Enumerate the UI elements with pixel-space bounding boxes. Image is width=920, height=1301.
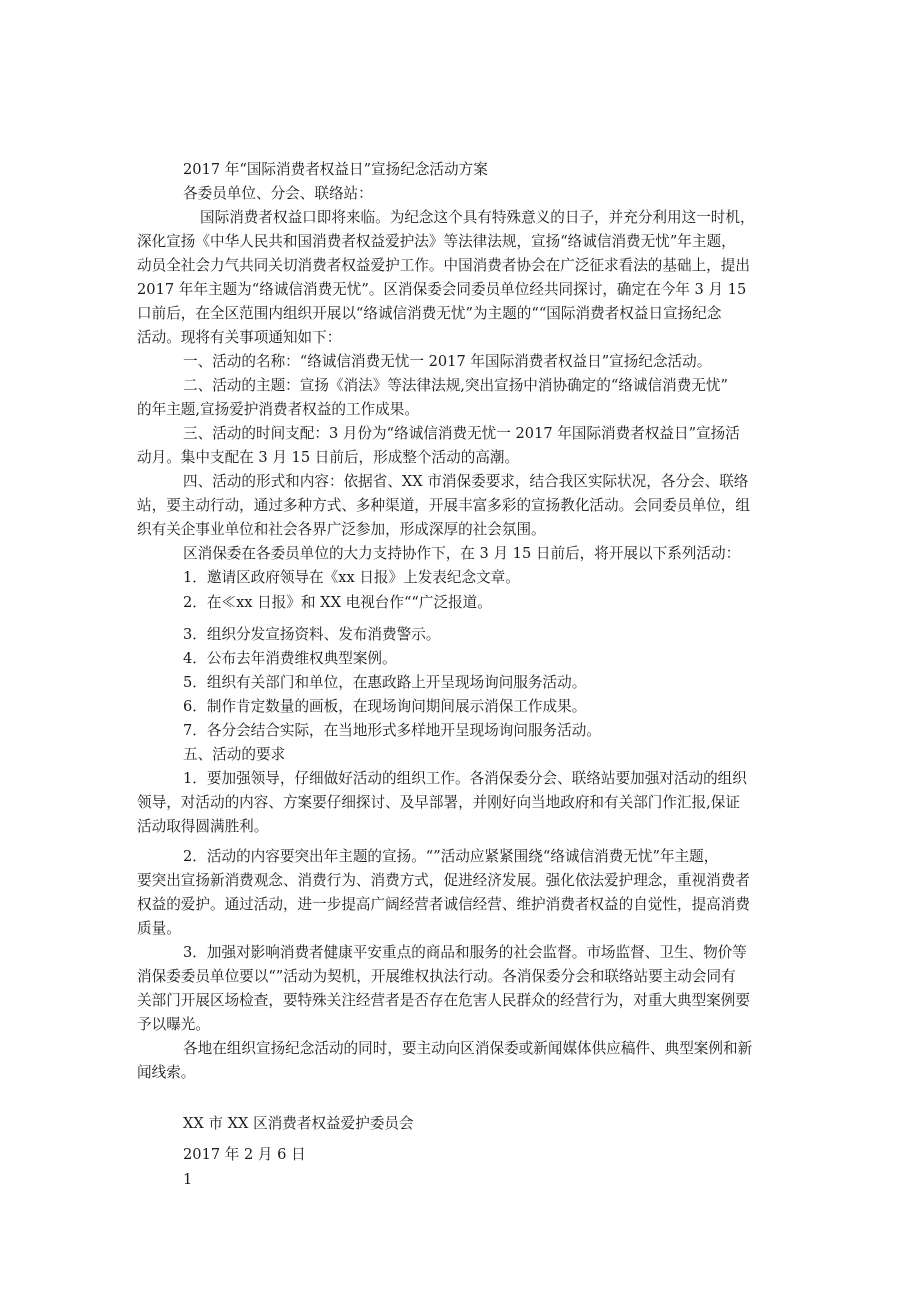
requirement-2: 权益的爱护。通过活动，进一步提高广阔经营者诚信经营、维护消费者权益的自觉性，提高消费: [137, 896, 750, 913]
intro-line: 活动。现将有关事项通知如下：: [137, 329, 342, 346]
section-3-time: 动月。集中支配在 3 月 15 日前后，形成整个活动的高潮。: [137, 449, 520, 466]
requirement-2: 2．活动的内容要突出年主题的宣扬。“”活动应紧紧围绕“络诚信消费无忧”年主题，: [183, 848, 719, 865]
salutation: 各委员单位、分会、联络站：: [183, 185, 373, 202]
requirement-3: 3．加强对影响消费者健康平安重点的商品和服务的社会监督。市场监督、卫生、物价等: [183, 944, 747, 961]
document-title: 2017 年“国际消费者权益日”宣扬纪念活动方案: [183, 161, 488, 178]
series-intro: 区消保委在各委员单位的大力支持协作下，在 3 月 15 日前后，将开展以下系列活动：: [183, 545, 741, 562]
requirement-2: 要突出宣扬新消费观念、消费行为、消费方式，促进经济发展。强化依法爱护理念，重视消费者: [137, 872, 750, 889]
closing-paragraph: 闻线索。: [137, 1064, 196, 1081]
requirement-3: 消保委委员单位要以“”活动为契机，开展维权执法行动。各消保委分会和联络站要主动会同有: [137, 968, 736, 985]
section-2-theme: 的年主题,宣扬爱护消费者权益的工作成果。: [137, 401, 419, 418]
intro-line: 深化宣扬《中华人民共和国消费者权益爱护法》等法律法规，宣扬“络诚信消费无忧”年主题，: [137, 233, 736, 250]
requirement-3: 予以曝光。: [137, 1016, 210, 1033]
activity-item: 6．制作肯定数量的画板，在现场询问期间展示消保工作成果。: [183, 698, 587, 715]
section-4-form: 站，要主动行动，通过多种方式、多种渠道，开展丰富多彩的宣扬教化活动。会同委员单位，组: [137, 497, 750, 514]
section-4-form: 织有关企事业单位和社会各界广泛参加，形成深厚的社会氛围。: [137, 521, 546, 538]
intro-line: 国际消费者权益口即将来临。为纪念这个具有特殊意义的日子，并充分利用这一时机，: [200, 209, 755, 226]
organization-name: XX 市 XX 区消费者权益爱护委员会: [183, 1115, 414, 1132]
activity-item: 4．公布去年消费维权典型案例。: [183, 650, 397, 667]
activity-item: 3．组织分发宣扬资料、发布消费警示。: [183, 626, 441, 643]
section-3-time: 三、活动的时间支配：3 月份为“络诚信消费无忧一 2017 年国际消费者权益日”宣扬活: [183, 425, 740, 442]
intro-line: 口前后，在全区范围内组织开展以“络诚信消费无忧”为主题的““国际消费者权益日宣扬纪念: [137, 305, 722, 322]
closing-paragraph: 各地在组织宣扬纪念活动的同时，要主动向区消保委或新闻媒体供应稿件、典型案例和新: [183, 1040, 753, 1057]
requirement-1: 领导，对活动的内容、方案要仔细探讨、及早部署，并刚好向当地政府和有关部门作汇报,保证: [137, 794, 740, 811]
intro-line: 2017 年年主题为“络诚信消费无忧”。区消保委会同委员单位经共同探讨，确定在今年 3 月 15: [137, 281, 747, 298]
requirement-1: 1．要加强领导，仔细做好活动的组织工作。各消保委分会、联络站要加强对活动的组织: [183, 770, 747, 787]
requirement-2: 质量。: [137, 920, 181, 937]
requirement-3: 关部门开展区场检查，要特殊关注经营者是否存在危害人民群众的经营行为，对重大典型案例要: [137, 992, 750, 1009]
activity-item: 1．邀请区政府领导在《xx 日报》上发表纪念文章。: [183, 569, 520, 586]
section-4-form: 四、活动的形式和内容：依据省、XX 市消保委要求，结合我区实际状况，各分会、联络: [183, 473, 749, 490]
page-number: 1: [183, 1171, 193, 1188]
section-1-name: 一、活动的名称：“络诚信消费无忧一 2017 年国际消费者权益日”宣扬纪念活动。: [183, 353, 712, 370]
section-2-theme: 二、活动的主题：宣扬《消法》等法律法规,突出宣扬中消协确定的“络诚信消费无忧”: [183, 377, 728, 394]
activity-item: 7．各分会结合实际，在当地形式多样地开呈现场询问服务活动。: [183, 722, 601, 739]
document-date: 2017 年 2 月 6 日: [183, 1146, 306, 1163]
intro-line: 动员全社会力气共同关切消费者权益爱护工作。中国消费者协会在广泛征求看法的基础上，提出: [137, 257, 750, 274]
activity-item: 2．在≪xx 日报》和 XX 电视台作““广泛报道。: [183, 594, 492, 611]
section-5-title: 五、活动的要求: [183, 746, 286, 763]
requirement-1: 活动取得圆满胜利。: [137, 818, 269, 835]
activity-item: 5．组织有关部门和单位，在惠政路上开呈现场询问服务活动。: [183, 674, 587, 691]
